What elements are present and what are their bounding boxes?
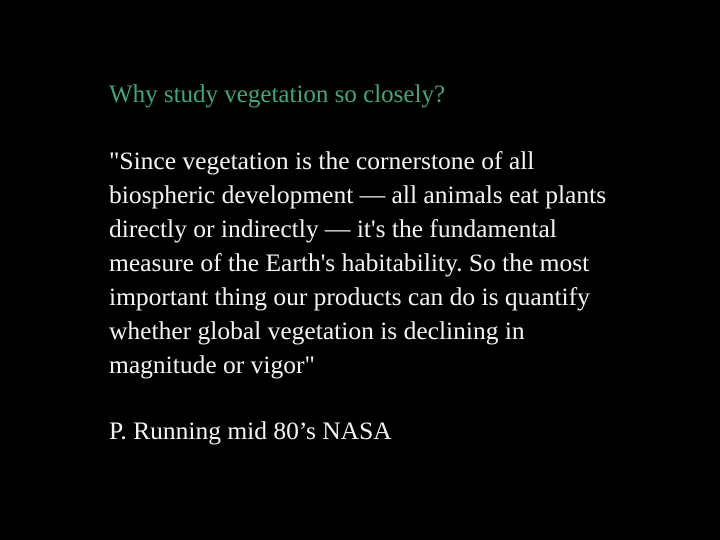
- quote-line: biospheric development — all animals eat plants: [109, 180, 607, 209]
- quote-line: magnitude or vigor": [109, 350, 315, 379]
- quote-line: directly or indirectly — it's the fundamental: [109, 214, 557, 243]
- quote-line: "Since vegetation is the cornerstone of all: [109, 146, 535, 175]
- slide-title: Why study vegetation so closely?: [109, 81, 446, 108]
- quote-line: important thing our products can do is quantify: [109, 282, 590, 311]
- quote-block: [109, 144, 689, 382]
- quote-line: whether global vegetation is declining in: [109, 316, 525, 345]
- attribution: P. Running mid 80’s NASA: [109, 416, 392, 445]
- quote-line: measure of the Earth's habitability. So the most: [109, 248, 590, 277]
